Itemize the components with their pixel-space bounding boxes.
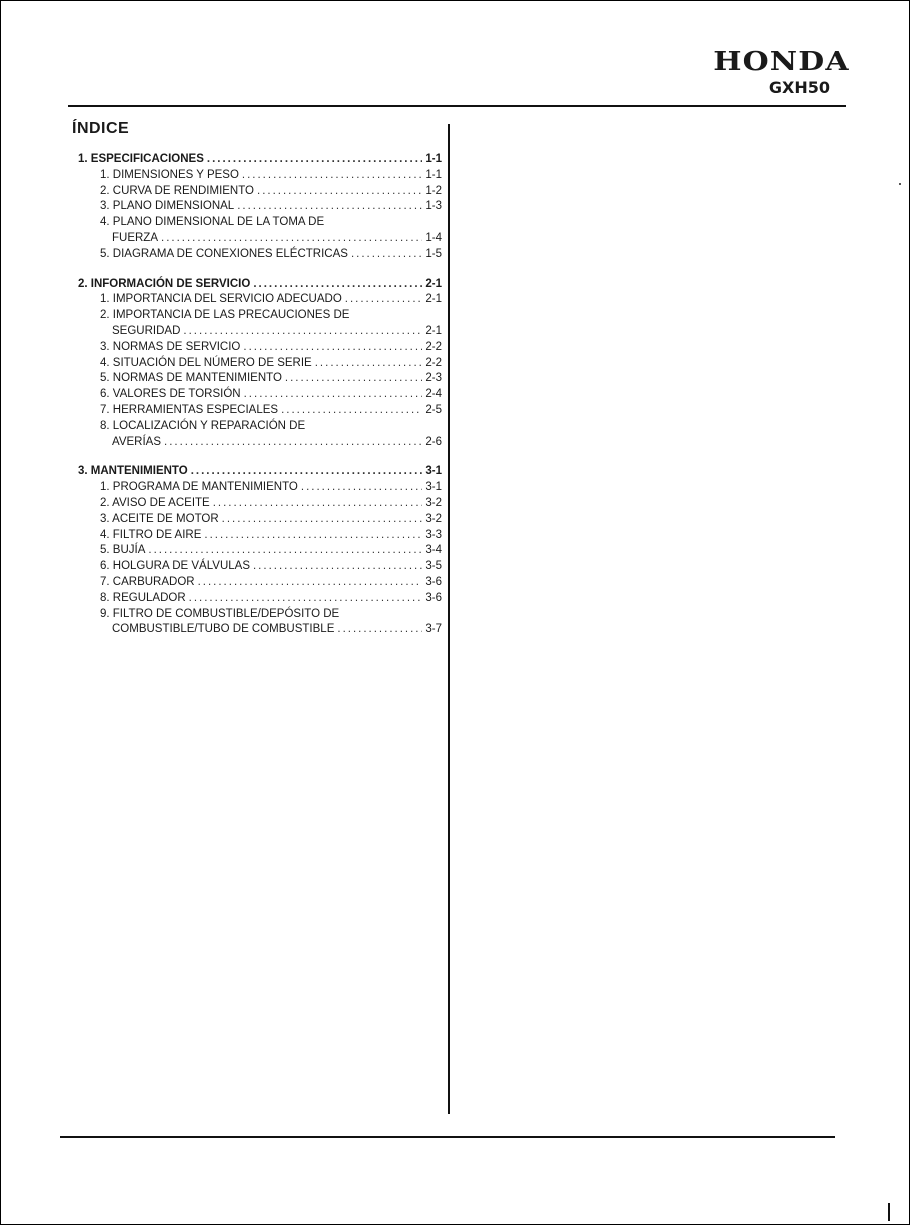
toc-item[interactable] (78, 168, 442, 184)
toc-item-label: 5. BUJÍA (100, 544, 146, 557)
toc-item[interactable] (78, 403, 442, 419)
toc-item[interactable] (78, 512, 442, 528)
margin-speck (899, 183, 901, 185)
toc-section (78, 277, 442, 451)
page-title: ÍNDICE (72, 120, 130, 137)
leader-dots (207, 152, 422, 168)
toc-item-label: 5. NORMAS DE MANTENIMIENTO (100, 372, 282, 385)
leader-dots (242, 168, 422, 184)
toc-item-label: 8. LOCALIZACIÓN Y REPARACIÓN DE (100, 419, 306, 432)
toc-section-page: 2-1 (425, 277, 442, 290)
leader-dots (337, 622, 422, 638)
toc-item-label: 8. REGULADOR (100, 591, 186, 604)
toc-item[interactable] (78, 340, 442, 356)
toc-item-page: 3-7 (425, 623, 442, 636)
toc-item-label: 1. IMPORTANCIA DEL SERVICIO ADECUADO (100, 293, 342, 306)
toc-item-label: 6. VALORES DE TORSIÓN (100, 388, 241, 401)
leader-dots (189, 591, 423, 607)
toc-item-label: 2. AVISO DE ACEITE (100, 496, 210, 509)
toc-item-label: 3. ACEITE DE MOTOR (100, 512, 219, 525)
toc-item[interactable] (78, 356, 442, 372)
toc-item[interactable] (78, 292, 442, 308)
toc-section-page: 3-1 (425, 465, 442, 478)
leader-dots (345, 292, 423, 308)
toc-item-page: 3-2 (425, 512, 442, 525)
leader-dots (213, 496, 423, 512)
leader-dots (243, 340, 422, 356)
table-of-contents (78, 152, 442, 652)
leader-dots (301, 480, 423, 496)
toc-item[interactable] (78, 496, 442, 512)
toc-item-label-cont: FUERZA (112, 231, 158, 244)
toc-item-label-cont: AVERÍAS (112, 435, 161, 448)
toc-item-label: 7. CARBURADOR (100, 575, 195, 588)
toc-item-page: 1-2 (425, 184, 442, 197)
toc-item-label: 2. IMPORTANCIA DE LAS PRECAUCIONES DE (100, 309, 350, 322)
leader-dots (253, 559, 422, 575)
toc-item[interactable] (78, 559, 442, 575)
toc-item-page: 1-1 (425, 168, 442, 181)
leader-dots (237, 199, 422, 215)
leader-dots (315, 356, 423, 372)
footer-rule (60, 1136, 835, 1138)
toc-item-page: 3-5 (425, 560, 442, 573)
toc-item-page: 2-6 (425, 435, 442, 448)
leader-dots (191, 464, 423, 480)
leader-dots (244, 387, 423, 403)
toc-item[interactable] (78, 543, 442, 559)
toc-section (78, 464, 442, 638)
toc-section (78, 152, 442, 263)
toc-item[interactable] (78, 480, 442, 496)
toc-item-label: 7. HERRAMIENTAS ESPECIALES (100, 403, 279, 416)
toc-item-continuation[interactable] (78, 324, 442, 340)
toc-item[interactable] (78, 575, 442, 591)
brand-header (713, 47, 850, 97)
leader-dots (257, 184, 422, 200)
toc-item[interactable] (78, 528, 442, 544)
toc-item-label: 4. FILTRO DE AIRE (100, 528, 202, 541)
toc-item-page: 3-4 (425, 544, 442, 557)
toc-item-label: 4. SITUACIÓN DEL NÚMERO DE SERIE (100, 356, 312, 369)
leader-dots (351, 247, 422, 263)
toc-section-title: 1. ESPECIFICACIONES (78, 153, 204, 165)
toc-item-page: 1-5 (425, 247, 442, 260)
toc-item-line[interactable] (78, 419, 442, 435)
toc-section-heading[interactable] (78, 277, 442, 293)
leader-dots (281, 403, 422, 419)
toc-item-label: 3. PLANO DIMENSIONAL (100, 200, 235, 213)
toc-item-page: 2-1 (425, 293, 442, 306)
toc-section-page: 1-1 (425, 153, 442, 165)
page-number-mark (888, 1203, 890, 1221)
toc-item-line[interactable] (78, 308, 442, 324)
toc-item-page: 2-5 (425, 403, 442, 416)
toc-item-page: 2-3 (425, 372, 442, 385)
toc-item-page: 3-3 (425, 528, 442, 541)
toc-item-line[interactable] (78, 607, 442, 623)
header-rule (68, 105, 846, 107)
toc-section-title: 3. MANTENIMIENTO (78, 465, 188, 478)
toc-item-page: 3-6 (425, 591, 442, 604)
toc-item-label: 3. NORMAS DE SERVICIO (100, 340, 241, 353)
toc-item-page: 2-4 (425, 388, 442, 401)
toc-item-label-cont: SEGURIDAD (112, 324, 181, 337)
toc-item-page: 3-2 (425, 496, 442, 509)
toc-item-label-cont: COMBUSTIBLE/TUBO DE COMBUSTIBLE (112, 623, 335, 636)
toc-item-page: 1-3 (425, 200, 442, 213)
leader-dots (222, 512, 423, 528)
toc-item-label: 4. PLANO DIMENSIONAL DE LA TOMA DE (100, 216, 325, 229)
toc-item[interactable] (78, 184, 442, 200)
toc-item-page: 2-2 (425, 356, 442, 369)
leader-dots (148, 543, 422, 559)
toc-item-continuation[interactable] (78, 435, 442, 451)
toc-item-page: 3-1 (425, 481, 442, 494)
toc-item[interactable] (78, 371, 442, 387)
leader-dots (183, 324, 422, 340)
column-divider (448, 124, 450, 1114)
leader-dots (198, 575, 423, 591)
toc-item-continuation[interactable] (78, 622, 442, 638)
toc-item-page: 3-6 (425, 575, 442, 588)
toc-section-heading[interactable] (78, 464, 442, 480)
toc-item[interactable] (78, 247, 442, 263)
toc-item-label: 1. PROGRAMA DE MANTENIMIENTO (100, 481, 298, 494)
toc-section-heading[interactable] (78, 152, 442, 168)
leader-dots (161, 231, 422, 247)
toc-section-title: 2. INFORMACIÓN DE SERVICIO (78, 277, 251, 290)
toc-item[interactable] (78, 387, 442, 403)
leader-dots (164, 435, 422, 451)
toc-item[interactable] (78, 591, 442, 607)
leader-dots (253, 277, 422, 293)
toc-item-label: 2. CURVA DE RENDIMIENTO (100, 184, 255, 197)
model-name: GXH50 (768, 78, 830, 97)
leader-dots (204, 528, 422, 544)
toc-item-line[interactable] (78, 215, 442, 231)
toc-item-page: 1-4 (425, 231, 442, 244)
brand-logo: HONDA (713, 47, 850, 77)
toc-item-label: 9. FILTRO DE COMBUSTIBLE/DEPÓSITO DE (100, 607, 340, 620)
toc-item-page: 2-2 (425, 340, 442, 353)
toc-item-continuation[interactable] (78, 231, 442, 247)
leader-dots (285, 371, 422, 387)
toc-item[interactable] (78, 199, 442, 215)
toc-item-label: 6. HOLGURA DE VÁLVULAS (100, 560, 250, 573)
toc-item-label: 5. DIAGRAMA DE CONEXIONES ELÉCTRICAS (100, 247, 348, 260)
toc-item-label: 1. DIMENSIONES Y PESO (100, 168, 239, 181)
toc-item-page: 2-1 (425, 324, 442, 337)
